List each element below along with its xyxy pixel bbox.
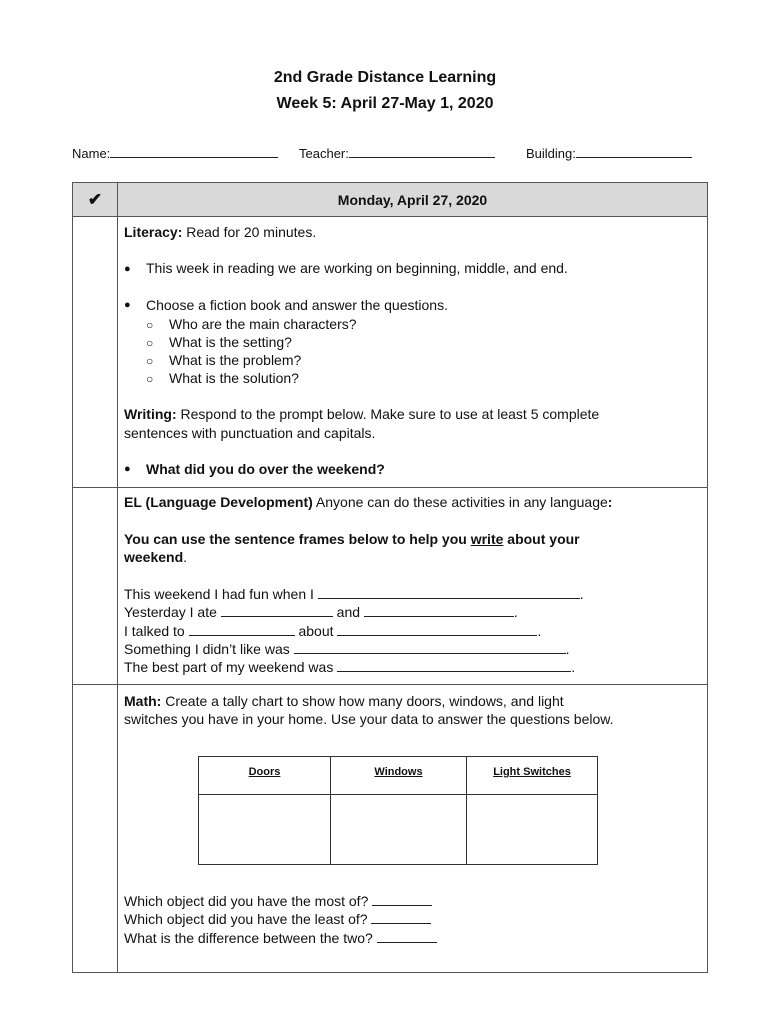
- el-intro-a: You can use the sentence frames below to help you: [124, 531, 471, 547]
- frame-period: .: [565, 641, 570, 657]
- el-frames-intro-line2: [124, 549, 187, 565]
- tally-header-doors: Doors: [248, 766, 281, 778]
- frame-text: This weekend I had fun when I: [124, 586, 314, 602]
- math-text-line2: switches you have in your home. Use your data to answer the questions below.: [124, 711, 614, 727]
- table-header: [73, 183, 707, 217]
- bullet-icon: ●: [124, 263, 131, 275]
- frame-text: Something I didn’t like was: [124, 641, 290, 657]
- page-title: 2nd Grade Distance Learning: [273, 69, 497, 86]
- blank-line[interactable]: [294, 641, 566, 654]
- frame-period: .: [579, 586, 584, 602]
- math-question-2: [124, 911, 431, 927]
- circle-bullet-icon: ○: [146, 336, 154, 350]
- literacy-section: [124, 224, 316, 240]
- name-field[interactable]: [72, 145, 278, 161]
- circle-bullet-icon: ○: [146, 354, 154, 368]
- frame-text: I talked to: [124, 623, 185, 639]
- writing-section: [124, 406, 599, 422]
- el-intro-write: write: [470, 531, 504, 547]
- frame-period: .: [571, 659, 576, 675]
- answer-blank[interactable]: [372, 893, 432, 906]
- sentence-frame-3: [124, 623, 541, 639]
- literacy-text: Read for 20 minutes.: [186, 224, 317, 240]
- question-text: Which object did you have the most of?: [124, 893, 369, 909]
- literacy-label: Literacy:: [124, 224, 183, 240]
- el-frames-intro: [124, 531, 580, 547]
- answer-blank[interactable]: [377, 930, 437, 943]
- blank-line[interactable]: [318, 586, 580, 599]
- frame-text: The best part of my weekend was: [124, 659, 334, 675]
- el-intro-c: weekend: [124, 549, 184, 565]
- writing-label: Writing:: [124, 406, 177, 422]
- el-colon: :: [607, 494, 613, 510]
- literacy-bullet-2: Choose a fiction book and answer the questions.: [146, 297, 448, 313]
- column-divider: [117, 183, 118, 972]
- literacy-question: What is the solution?: [169, 370, 299, 386]
- sentence-frame-4: [124, 641, 570, 657]
- page-subtitle: Week 5: April 27-May 1, 2020: [276, 95, 494, 112]
- literacy-question: What is the problem?: [169, 352, 302, 368]
- building-label: Building:: [526, 146, 576, 161]
- sentence-frame-1: [124, 586, 584, 602]
- checkmark-icon: ✔: [87, 190, 103, 209]
- row-divider: [73, 684, 707, 685]
- bullet-icon: ●: [124, 299, 131, 311]
- writing-text-line2: sentences with punctuation and capitals.: [124, 425, 376, 441]
- tally-header-windows: Windows: [374, 766, 423, 778]
- tally-chart: [198, 756, 598, 865]
- el-label: EL (Language Development): [124, 494, 313, 510]
- answer-blank[interactable]: [371, 911, 431, 924]
- bullet-icon: ●: [124, 463, 131, 475]
- name-label: Name:: [72, 146, 111, 161]
- teacher-field[interactable]: [299, 145, 495, 161]
- el-intro-period: .: [183, 549, 188, 565]
- literacy-question: Who are the main characters?: [169, 316, 357, 332]
- teacher-label: Teacher:: [299, 146, 349, 161]
- math-question-3: [124, 930, 437, 946]
- writing-prompt: What did you do over the weekend?: [146, 461, 385, 477]
- building-field[interactable]: [526, 145, 692, 161]
- literacy-question: What is the setting?: [169, 334, 292, 350]
- math-section: [124, 693, 564, 709]
- literacy-bullet-1: This week in reading we are working on beginning, middle, and end.: [146, 260, 568, 276]
- math-text-line1: Create a tally chart to show how many doors, windows, and light: [165, 693, 564, 709]
- tally-header-light-switches: Light Switches: [493, 766, 571, 778]
- circle-bullet-icon: ○: [146, 372, 154, 386]
- sentence-frame-2: [124, 604, 518, 620]
- frame-text: and: [336, 604, 361, 620]
- question-text: Which object did you have the least of?: [124, 911, 368, 927]
- frame-text: Yesterday I ate: [124, 604, 217, 620]
- sentence-frame-5: [124, 659, 575, 675]
- el-section: [124, 494, 612, 510]
- question-text: What is the difference between the two?: [124, 930, 373, 946]
- blank-line[interactable]: [337, 623, 537, 636]
- frame-period: .: [537, 623, 542, 639]
- blank-line[interactable]: [221, 604, 333, 617]
- circle-bullet-icon: ○: [146, 318, 154, 332]
- math-label: Math:: [124, 693, 162, 709]
- blank-line[interactable]: [337, 659, 571, 672]
- el-text: Anyone can do these activities in any language: [315, 494, 608, 510]
- day-title: Monday, April 27, 2020: [337, 192, 488, 208]
- el-intro-b: about your: [503, 531, 580, 547]
- row-divider: [73, 487, 707, 488]
- writing-text-line1: Respond to the prompt below. Make sure to use at least 5 complete: [180, 406, 600, 422]
- blank-line[interactable]: [364, 604, 514, 617]
- frame-text: about: [298, 623, 334, 639]
- math-question-1: [124, 893, 432, 909]
- frame-period: .: [513, 604, 518, 620]
- blank-line[interactable]: [189, 623, 295, 636]
